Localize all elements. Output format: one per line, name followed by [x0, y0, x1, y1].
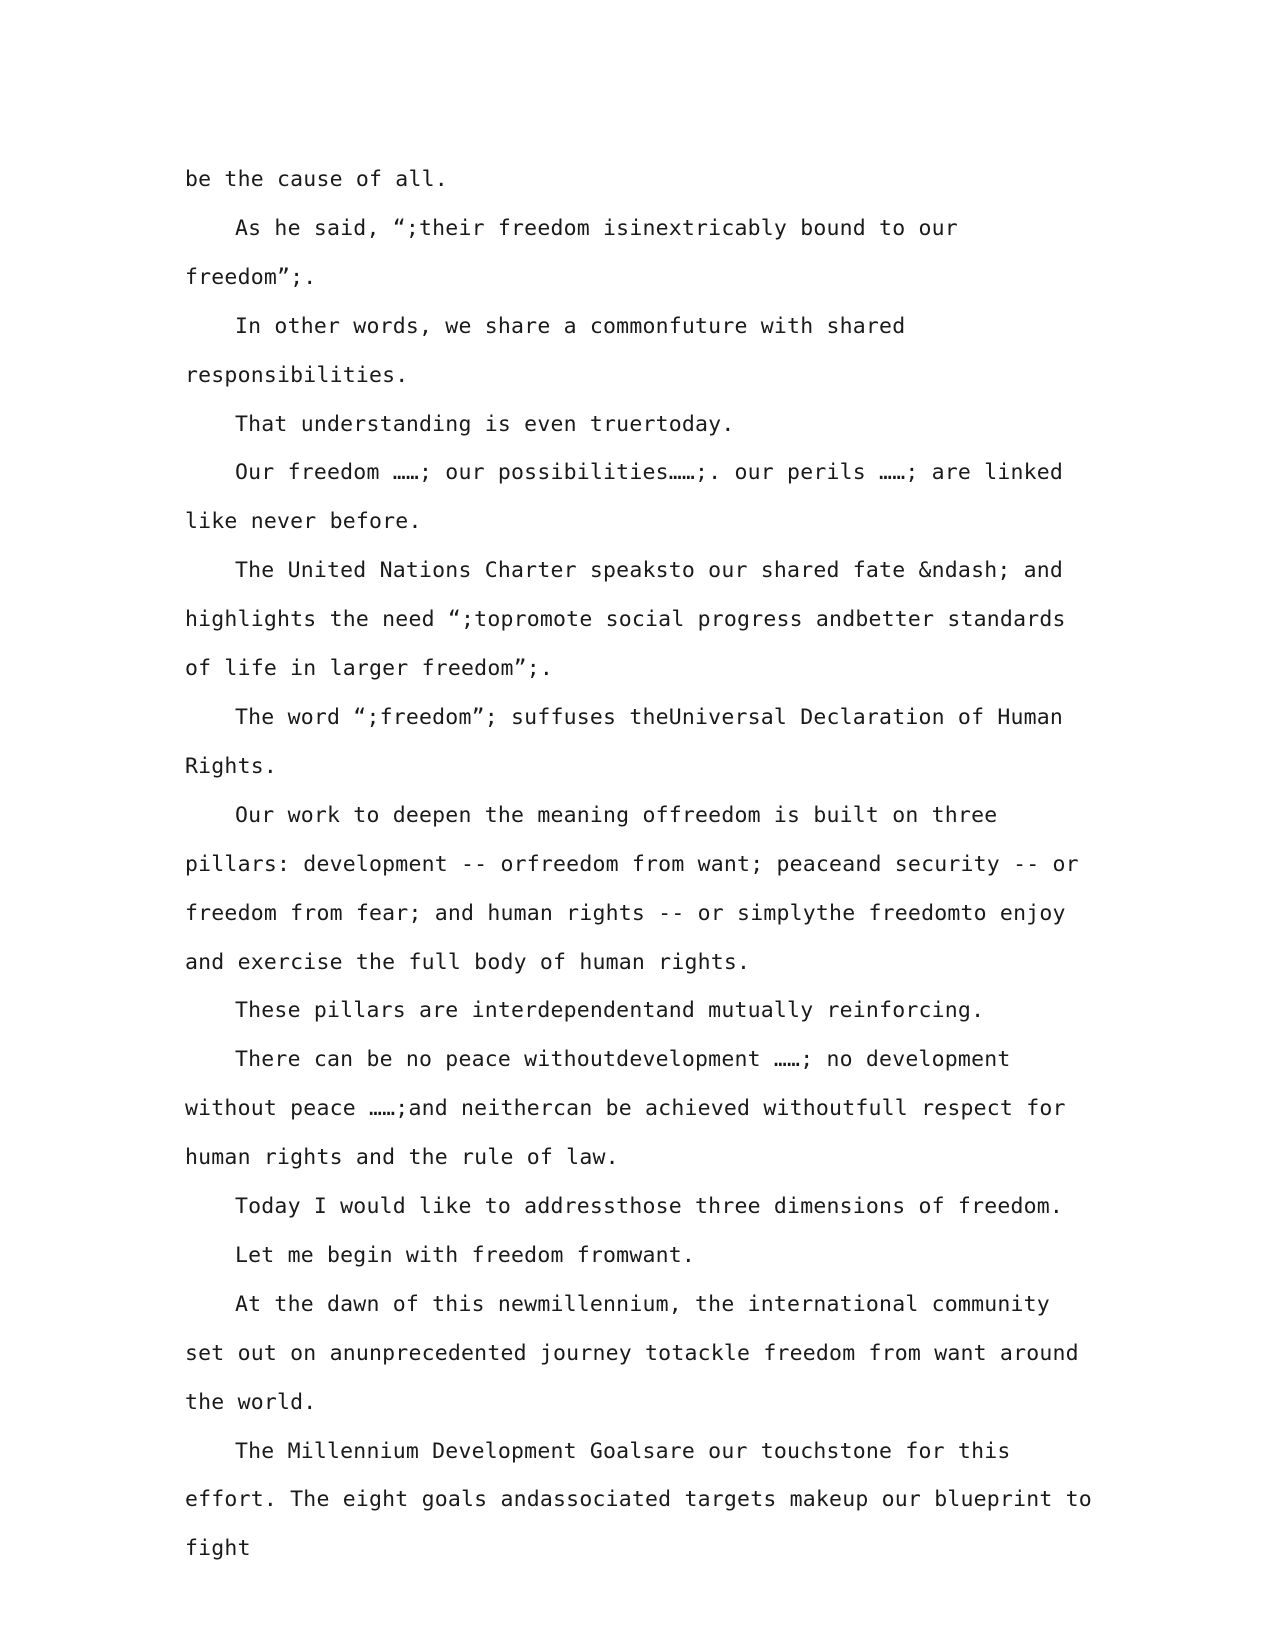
paragraph: Our work to deepen the meaning offreedom is built on three pillars: development -- orfreedom from want; peaceand security -- or freedom from fear; and human rights -- or simplythe freedomto enjoy and exercise the full body of human rights.	[185, 802, 1079, 975]
document-body	[185, 156, 1095, 1574]
paragraph: These pillars are interdependentand mutually reinforcing.	[235, 998, 985, 1024]
paragraph: In other words, we share a commonfuture with shared responsibilities.	[185, 313, 906, 388]
paragraph: The Millennium Development Goalsare our touchstone for this effort. The eight goals andassociated targets makeup our blueprint to fight	[185, 1438, 1092, 1562]
paragraph: Today I would like to addressthose three dimensions of freedom.	[235, 1194, 1064, 1220]
paragraph: As he said, “;their freedom isinextricably bound to our freedom”;.	[185, 215, 958, 290]
paragraph: Our freedom ……; our possibilities……;. our perils ……; are linked like never before.	[185, 460, 1064, 535]
paragraph: The word “;freedom”; suffuses theUniversal Declaration of Human Rights.	[185, 704, 1064, 779]
paragraph: At the dawn of this newmillennium, the international community set out on anunprecedented journey totackle freedom from want around the world.	[185, 1291, 1079, 1415]
paragraph: be the cause of all.	[185, 167, 448, 192]
paragraph: There can be no peace withoutdevelopment ……; no development without peace ……;and neithercan be achieved withoutfull respect for human rights and the rule of law.	[185, 1047, 1066, 1171]
paragraph: Let me begin with freedom fromwant.	[235, 1242, 696, 1268]
paragraph: The United Nations Charter speaksto our shared fate &ndash; and highlights the need “;topromote social progress andbetter standards of life in larger freedom”;.	[185, 558, 1066, 682]
paragraph: That understanding is even truertoday.	[235, 411, 735, 437]
